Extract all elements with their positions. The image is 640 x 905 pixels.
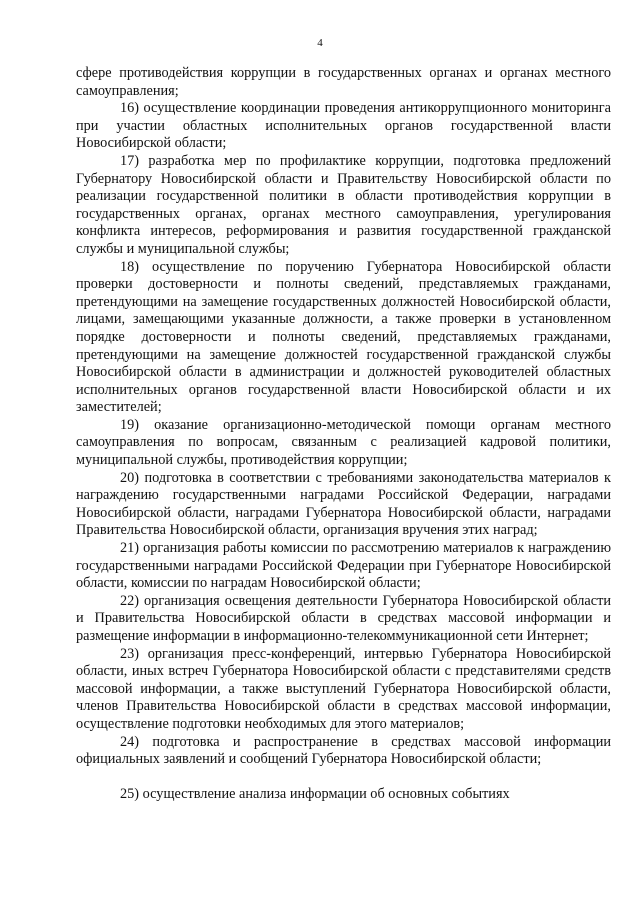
paragraph-20: 20) подготовка в соответствии с требованиями законодательства материалов к награждению государственными наградами Российской Федерации, наградами Новосибирской области, наградами Губернатора Новосибирской области, наградами Правительства Новосибирской области, организация вручения этих наград; xyxy=(76,469,611,539)
paragraph-18: 18) осуществление по поручению Губернатора Новосибирской области проверки достоверности и полноты сведений, представляемых гражданами, претендующими на замещение государственных должностей Новосибирской области, лицами, замещающими указанные должности, а также проверки в установленном порядке достоверности и полноты сведений, представляемых гражданами, претендующими на замещение должностей государственной гражданской службы Новосибирской области в администрации и должностей руководителей областных исполнительных органов государственной власти Новосибирской области и их заместителей; xyxy=(76,258,611,416)
paragraph-19: 19) оказание организационно-методической помощи органам местного самоуправления по вопросам, связанным с реализацией кадровой политики, муниципальной службы, противодействия коррупции; xyxy=(76,416,611,469)
paragraph-21: 21) организация работы комиссии по рассмотрению материалов к награждению государственными наградами Российской Федерации при Губернаторе Новосибирской области, комиссии по наградам Новосибирской области; xyxy=(76,540,611,592)
paragraph-16: 16) осуществление координации проведения антикоррупционного мониторинга при участии областных исполнительных органов государственной власти Новосибирской области; xyxy=(76,100,611,152)
paragraph-24: 24) подготовка и распространение в средствах массовой информации официальных заявлений и сообщений Губернатора Новосибирской области; xyxy=(76,733,611,768)
paragraph-23: 23) организация пресс-конференций, интервью Губернатора Новосибирской области, иных встреч Губернатора Новосибирской области с представителями средств массовой информации, а также выступлений Губернатора Новосибирской области, членов Правительства Новосибирской области в средствах массовой информации, осуществление подготовки необходимых для этого материалов; xyxy=(76,645,611,732)
page-number: 4 xyxy=(317,37,323,49)
paragraph-17: 17) разработка мер по профилактике коррупции, подготовка предложений Губернатору Новосибирской области и Правительству Новосибирской области по реализации государственной политики в области противодействия коррупции в государственных органах, органах местного самоуправления, урегулирования конфликта интересов, реформирования и развития государственной гражданской службы и муниципальной службы; xyxy=(76,152,611,257)
paragraph-22: 22) организация освещения деятельности Губернатора Новосибирской области и Правительства Новосибирской области в средствах массовой информации и размещение информации в информационно-телекоммуникационной сети Интернет; xyxy=(76,592,611,644)
document-body xyxy=(76,65,611,804)
paragraph-15-continuation: сфере противодействия коррупции в государственных органах и органах местного самоуправления; xyxy=(76,65,611,99)
paragraph-25: 25) осуществление анализа информации об основных событиях xyxy=(120,786,510,803)
